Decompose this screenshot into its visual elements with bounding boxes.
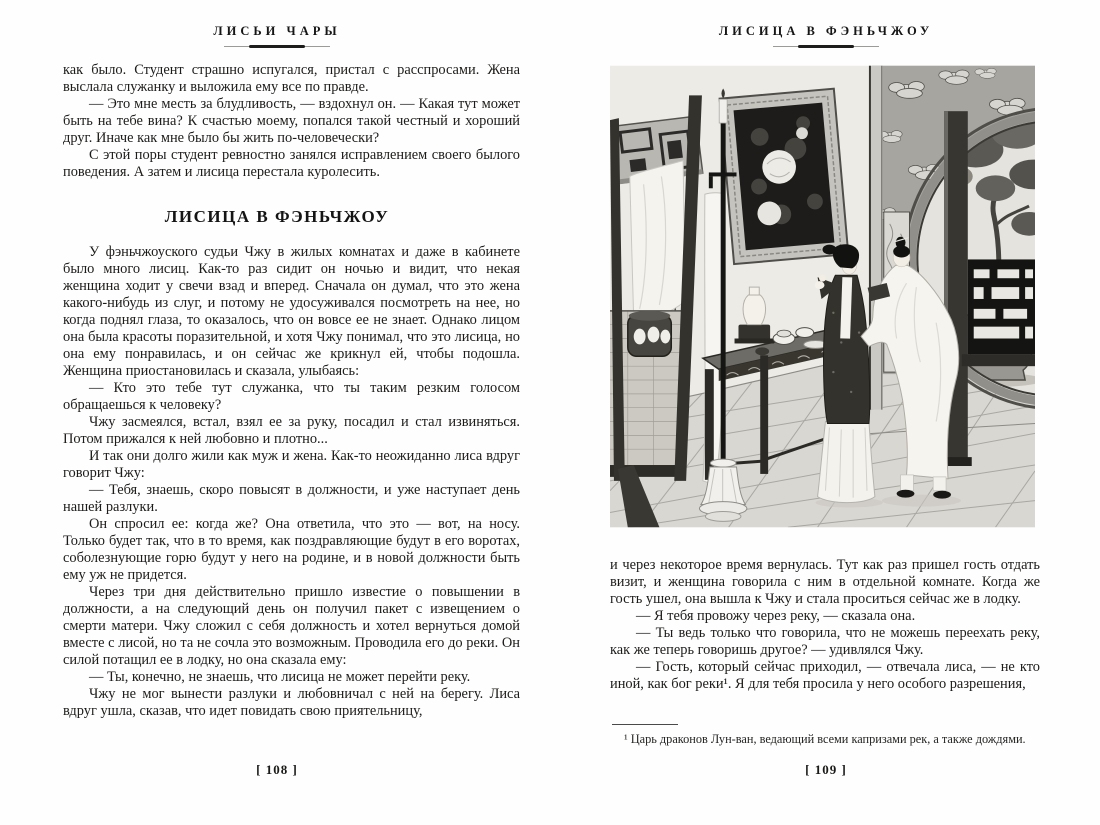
header-rule-right: [773, 46, 879, 47]
paragraph: и через некоторое время вернулась. Тут как раз пришел гость отдать визит, и женщина говорила с ним в отдельной комнате. Когда же гость ушел, она вышла к Чжу и стала проситься сейчас же в лодку.: [610, 557, 1040, 607]
paragraph: — Я тебя провожу через реку, — сказала она.: [636, 608, 916, 624]
illustration-plate: [610, 63, 1035, 530]
chapter-title: ЛИСИЦА В ФЭНЬЧЖОУ: [164, 207, 390, 226]
page-left: [63, 0, 520, 825]
paragraph: — Кто это тебе тут служанка, что ты таким резким голосом обращаешься к человеку?: [63, 380, 520, 413]
paragraph: Он спросил ее: когда же? Она ответила, что это — вот, на носу. Только будет так, что в то время, как поздравляющие будут в его воротах, соболезнующие горю будут у него на родине, и в новой должности быть ему уж не придется.: [63, 516, 520, 583]
paragraph: — Это мне месть за блудливость, — вздохнул он. — Какая тут может быть на тебе вина? К счастью моему, попался такой честный и хороший друг. Иначе как мне было бы жить по-человечески?: [63, 96, 520, 146]
page-number-right: [ 109 ]: [805, 762, 847, 777]
page-right: [610, 0, 1042, 825]
footnote-text: ¹ Царь драконов Лун-ван, ведающий всеми капризами рек, а также дождями.: [624, 732, 1026, 746]
running-header-right-text: ЛИСИЦА В ФЭНЬЧЖОУ: [718, 24, 934, 38]
curtained-window: [630, 161, 685, 321]
right-text-column: [610, 557, 1040, 693]
illustration-svg: [610, 63, 1035, 530]
running-header-left: [63, 24, 491, 47]
paragraph: Чжу засмеялся, встал, взял ее за руку, посадил и стал извиняться. Потом прижался к ней любовно и плотно...: [63, 414, 520, 447]
paragraph: — Ты, конечно, не знаешь, что лисица не может перейти реку.: [89, 669, 471, 685]
header-rule-left: [224, 46, 330, 47]
page-number-left: [ 108 ]: [256, 762, 298, 777]
paragraph: как было. Студент страшно испугался, пристал с расспросами. Жена выслала служанку и выложила ему все по правде.: [63, 62, 520, 95]
footnote-block: [610, 724, 1040, 747]
lattice-railing: [962, 259, 1035, 366]
paragraph: Через три дня действительно пришло известие о повышении в должности, а на следующий день он получил пакет с извещением о смерти матери. Чжу сложил с себя должность и хотел вернуться домой вместе с лисой, но та не сочла это возможным. Проводила его до реки. Он силой потащил ее в лодку, но она сказала ему:: [63, 584, 520, 668]
running-header-right: [610, 24, 1042, 47]
left-text-column: [63, 62, 520, 720]
footnote-rule: [612, 724, 678, 725]
paragraph: — Гость, который сейчас приходил, — отвечала лиса, — не кто иной, как бог реки¹. Я для тебя просила у него особого разрешения,: [610, 659, 1040, 692]
peony-panel: [720, 89, 849, 264]
paragraph: У фэньчжоуского судьи Чжу в жилых комнатах и даже в кабинете было много лисиц. Как-то раз сидит он ночью и видит, что некая женщина ходит у свечи взад и вперед. Сначала он думал, что это жена какого-нибудь из слуг, и потому не удосуживался посмотреть на нее, но когда поднял глаза, то оказалось, что он вовсе ее не знает. Однако лицом она была красоты поразительной, и хотя Чжу понимал, что это лисица, но она ему понравилась, и он сейчас же крикнул ей, чтобы подошла. Женщина приостановилась и сказала, улыбаясь:: [63, 244, 520, 379]
wall-corner: [869, 66, 883, 410]
paragraph: С этой поры студент ревностно занялся исправлением своего былого поведения. А затем и лисица перестала куролесить.: [63, 147, 520, 180]
drum-stool: [628, 311, 671, 356]
paragraph: — Тебя, знаешь, скоро повысят в должности, и уже наступает день нашей разлуки.: [63, 482, 520, 515]
paragraph: — Ты ведь только что говорила, что не можешь переехать реку, как же теперь говоришь другое? — удивлялся Чжу.: [610, 625, 1040, 658]
paragraph: Чжу не мог вынести разлуки и любовничал с ней на берегу. Лиса вдруг ушла, сказав, что идет повидать свою приятельницу,: [63, 686, 520, 719]
running-header-left-text: ЛИСЬИ ЧАРЫ: [213, 24, 341, 38]
paragraph: И так они долго жили как муж и жена. Как-то неожиданно лиса вдруг говорит Чжу:: [63, 448, 520, 481]
